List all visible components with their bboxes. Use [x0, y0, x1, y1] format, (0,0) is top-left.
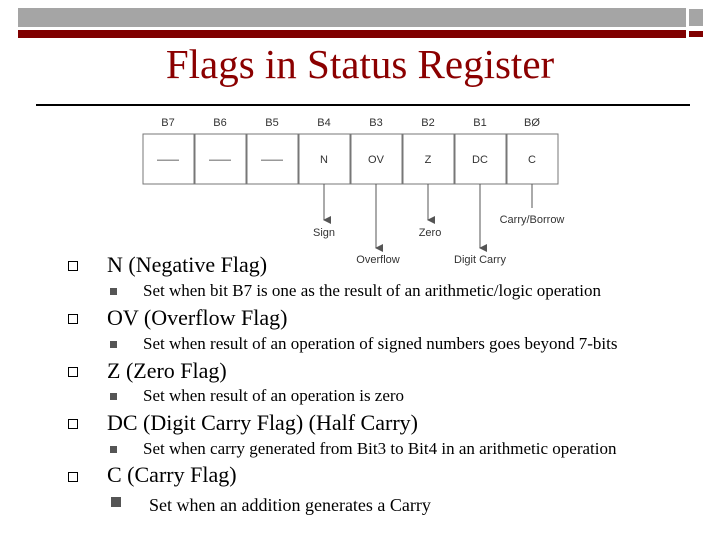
flag-detail-negative: Set when bit B7 is one as the result of an arithmetic/logic operation [143, 281, 601, 300]
bit-label-b3: B3 [369, 117, 383, 129]
sign-label: Sign [312, 227, 336, 239]
carry-borrow-label: Carry/Borrow [499, 214, 565, 226]
overflow-label: Overflow [356, 254, 400, 266]
sub-bullet-square-icon [111, 497, 121, 507]
cell-value-b5: —— [261, 154, 283, 166]
bit-label-b0: BØ [524, 117, 540, 129]
cell-value-b2: Z [424, 154, 432, 166]
flag-heading-digit-carry: DC (Digit Carry Flag) (Half Carry) [107, 410, 418, 435]
sub-bullet-square-icon [110, 446, 117, 453]
cell-value-b3: OV [368, 154, 384, 166]
bullet-square-icon [68, 314, 78, 324]
digit-carry-label: Digit Carry [454, 254, 506, 266]
bullet-square-icon [68, 367, 78, 377]
bullet-square-icon [68, 472, 78, 482]
flag-heading-zero: Z (Zero Flag) [107, 358, 227, 383]
cell-value-b6: —— [209, 154, 231, 166]
flag-heading-negative: N (Negative Flag) [107, 252, 268, 277]
cell-value-b1: DC [472, 154, 488, 166]
sub-bullet-square-icon [110, 288, 117, 295]
bit-label-b5: B5 [265, 117, 279, 129]
bit-label-b6: B6 [213, 117, 227, 129]
flag-detail-digit-carry: Set when carry generated from Bit3 to Bit4 in an arithmetic operation [143, 439, 617, 458]
bit-label-b1: B1 [473, 117, 487, 129]
page-title: Flags in Status Register [165, 41, 555, 87]
sub-bullet-square-icon [110, 341, 117, 348]
flag-detail-carry: Set when an addition generates a Carry [149, 495, 431, 515]
bit-label-b2: B2 [421, 117, 435, 129]
cell-value-b4: N [320, 154, 328, 166]
bullet-square-icon [68, 419, 78, 429]
cell-value-b0: C [528, 154, 536, 166]
flag-heading-carry: C (Carry Flag) [107, 462, 237, 487]
sub-bullet-square-icon [110, 393, 117, 400]
flag-detail-overflow: Set when result of an operation of signed numbers goes beyond 7-bits [143, 334, 618, 353]
flag-detail-zero: Set when result of an operation is zero [143, 386, 405, 405]
bit-label-b7: B7 [161, 117, 175, 129]
bit-label-b4: B4 [317, 117, 331, 129]
flag-heading-overflow: OV (Overflow Flag) [107, 305, 288, 330]
zero-label: Zero [418, 227, 442, 239]
bullet-square-icon [68, 261, 78, 271]
cell-value-b7: —— [157, 154, 179, 166]
